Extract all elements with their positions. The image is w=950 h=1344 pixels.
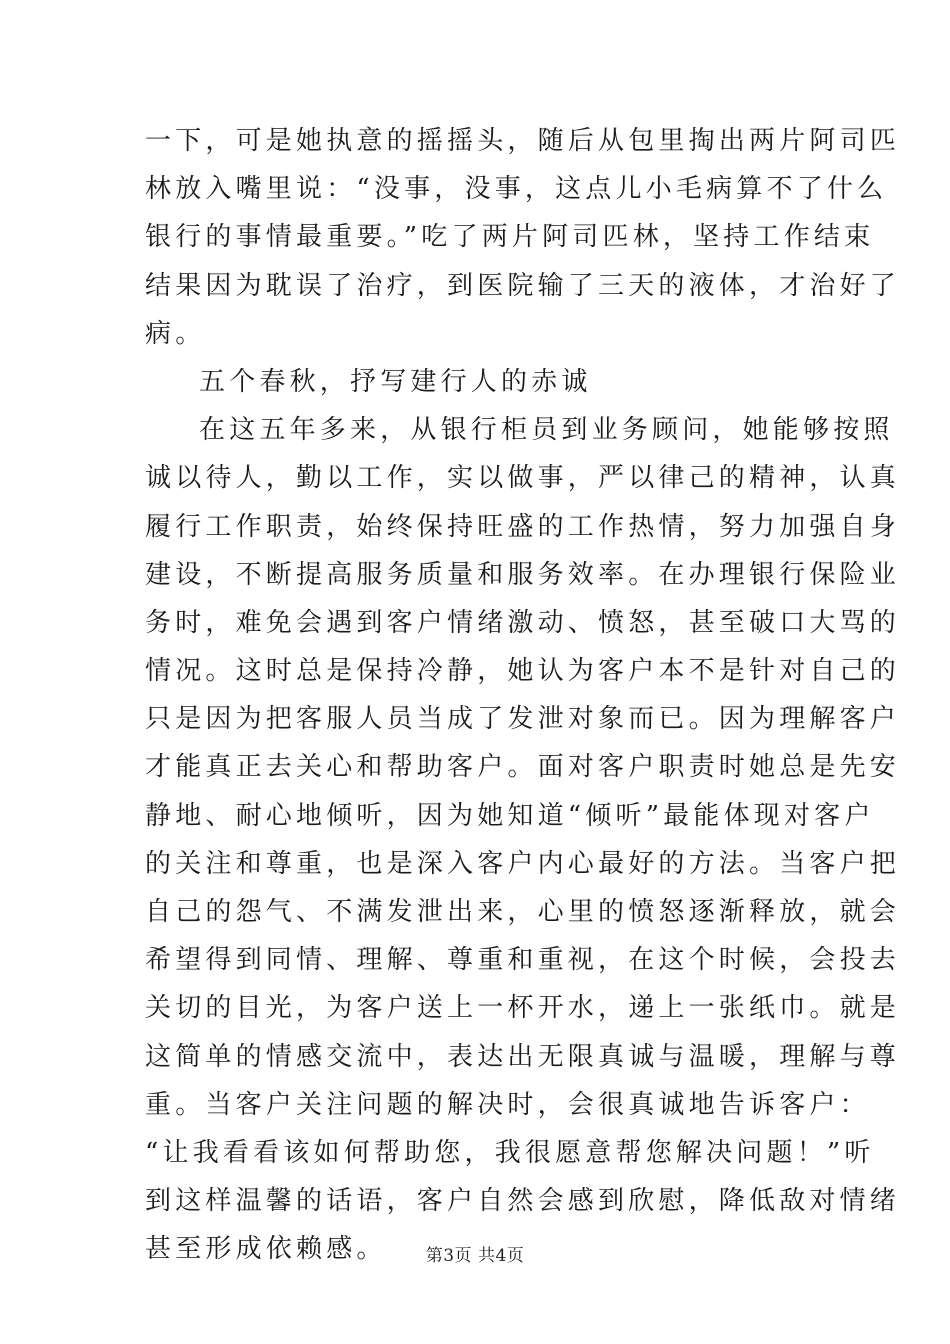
section-heading: 五个春秋，抒写建行人的赤诚 <box>199 366 592 397</box>
text-line: 重。当客户关注问题的解决时，会很真诚地告诉客户： <box>145 1089 870 1120</box>
text-line: 才能真正去关心和帮助客户。面对客户职责时她总是先安 <box>145 752 901 783</box>
text-line: 诚以待人，勤以工作，实以做事，严以律己的精神，认真 <box>145 463 901 494</box>
text-line: 林放入嘴里说：“没事，没事，这点儿小毛病算不了什么 <box>145 174 888 205</box>
text-line: 的关注和尊重，也是深入客户内心最好的方法。当客户把 <box>145 848 901 879</box>
text-line: 务时，难免会遇到客户情绪激动、愤怒，甚至破口大骂的 <box>145 607 901 638</box>
text-line: 静地、耐心地倾听，因为她知道“倾听”最能体现对客户 <box>145 800 875 831</box>
text-line: 建设，不断提高服务质量和服务效率。在办理银行保险业 <box>145 559 901 590</box>
page-number-footer: 第3页 共4页 <box>425 1246 525 1266</box>
text-line: 这简单的情感交流中，表达出无限真诚与温暖，理解与尊 <box>145 1041 901 1072</box>
text-line: 情况。这时总是保持冷静，她认为客户本不是针对自己的 <box>145 656 901 687</box>
text-line: 在这五年多来，从银行柜员到业务顾问，她能够按照 <box>199 415 894 446</box>
text-line: 到这样温馨的话语，客户自然会感到欣慰，降低敌对情绪 <box>145 1186 901 1217</box>
body-text <box>145 117 901 1274</box>
text-line: 一下，可是她执意的摇摇头，随后从包里掏出两片阿司匹 <box>145 126 901 156</box>
text-line: “让我看看该如何帮助您，我很愿意帮您解决问题！”听 <box>145 1137 875 1168</box>
text-line: 关切的目光，为客户送上一杯开水，递上一张纸巾。就是 <box>145 993 901 1024</box>
text-line: 希望得到同情、理解、尊重和重视，在这个时候，会投去 <box>145 945 901 976</box>
text-line: 结果因为耽误了治疗，到医院输了三天的液体，才治好了 <box>145 270 901 301</box>
text-line: 甚至形成依赖感。 <box>145 1234 387 1265</box>
text-line: 银行的事情最重要。”吃了两片阿司匹林，坚持工作结束 <box>145 222 875 253</box>
text-line: 病。 <box>145 318 206 349</box>
text-line: 只是因为把客服人员当成了发泄对象而已。因为理解客户 <box>145 704 901 735</box>
text-line: 履行工作职责，始终保持旺盛的工作热情，努力加强自身 <box>145 511 901 542</box>
text-line: 自己的怨气、不满发泄出来，心里的愤怒逐渐释放，就会 <box>145 897 901 927</box>
